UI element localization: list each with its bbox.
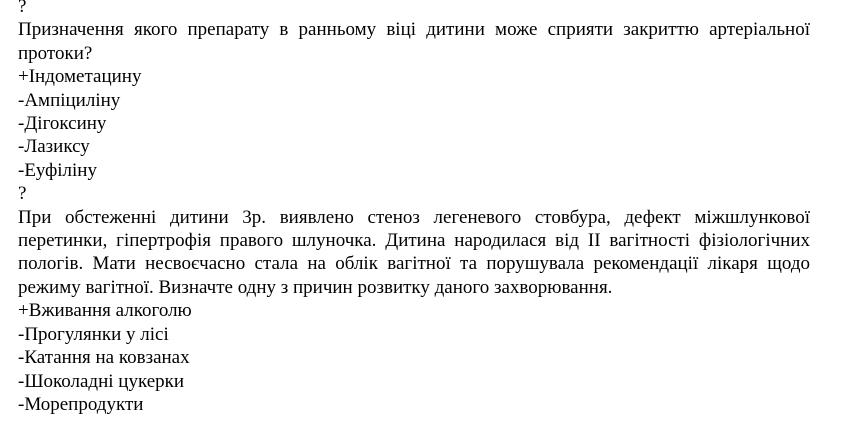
answer-option: -Дігоксину <box>18 113 107 135</box>
answer-option: -Прогулянки у лісі <box>18 323 169 345</box>
question-block-1 <box>18 0 810 182</box>
document-body <box>18 0 810 416</box>
question-text: Призначення якого препарату в ранньому віці дитини може сприяти закриттю артеріальної протоки? <box>18 19 810 64</box>
question-marker: ? <box>18 0 27 17</box>
question-marker: ? <box>18 183 27 205</box>
answer-option: +Вживання алкоголю <box>18 300 192 322</box>
answer-option: -Еуфіліну <box>18 159 97 181</box>
answer-option: +Індометацину <box>18 66 142 88</box>
question-block-2 <box>18 182 810 416</box>
answer-option: -Шоколадні цукерки <box>18 370 185 392</box>
answer-option: -Морепродукти <box>18 393 144 415</box>
answer-option: -Катання на ковзанах <box>18 347 190 369</box>
answer-option: -Лазиксу <box>18 136 90 158</box>
answer-option: -Ампіциліну <box>18 89 121 111</box>
question-text: При обстеженні дитини 3р. виявлено стеноз легеневого стовбура, дефект міжшлункової перетинки, гіпертрофія правого шлуночка. Дитина народилася від II вагітності фізіологічних пологів. Мати несвоєчасно стала на облік вагітної та порушувала рекомендації лікаря щодо режиму вагітної. Визначте одну з причин розвитку даного захворювання. <box>18 206 810 298</box>
